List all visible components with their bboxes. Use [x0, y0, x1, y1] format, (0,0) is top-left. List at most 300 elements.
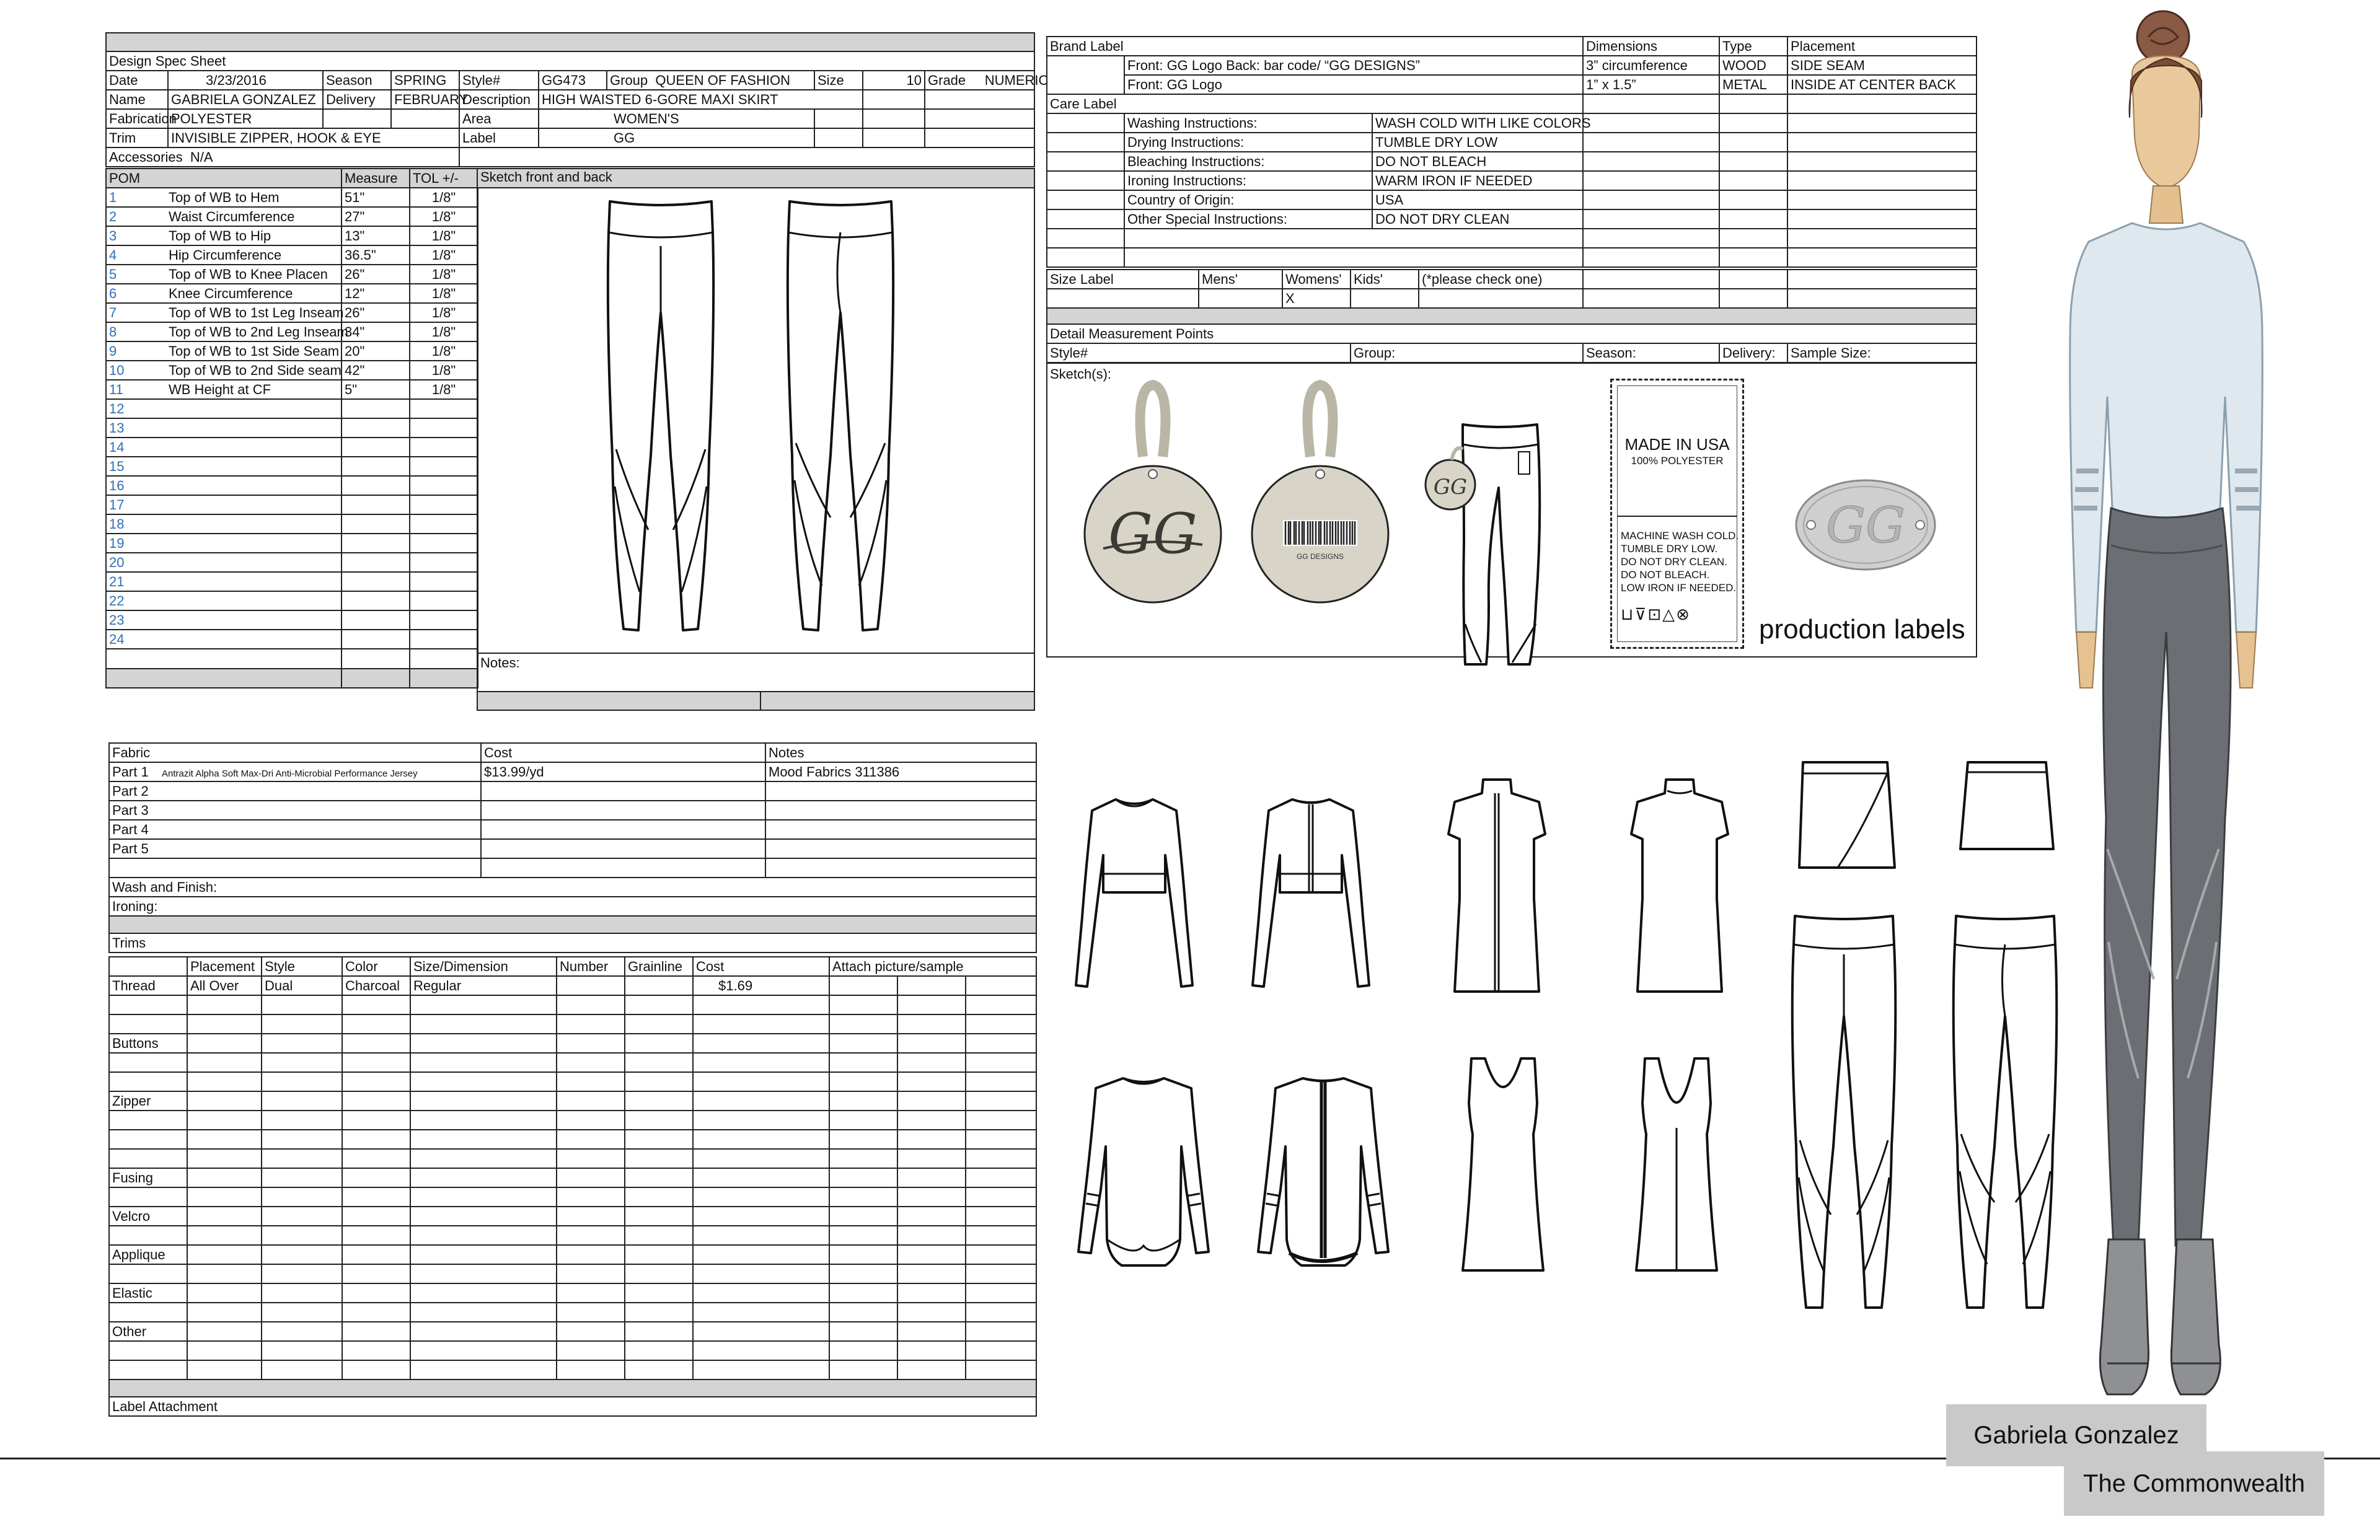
trim-col-color: Color — [342, 957, 410, 976]
pom-number: 15 — [109, 458, 125, 474]
pom-number: 22 — [109, 592, 125, 609]
pom-row — [106, 341, 478, 361]
pom-row — [106, 284, 478, 303]
care-tag-line: DO NOT DRY CLEAN. — [1621, 556, 1727, 568]
long-sleeve-top-flat-back — [1252, 1072, 1395, 1270]
fabric-part-cost — [481, 801, 765, 820]
date-value: 3/23/2016 — [168, 71, 323, 90]
pom-name: Top of WB to Hem — [169, 189, 280, 205]
pom-number: 16 — [109, 477, 125, 493]
trim-row — [109, 1360, 1036, 1379]
care-row-value: DO NOT BLEACH — [1372, 152, 1583, 171]
trim-row — [109, 1053, 1036, 1072]
crop-top-flat-front — [1072, 793, 1196, 998]
trim-row — [109, 1341, 1036, 1360]
fabric-part-cost — [481, 839, 765, 858]
fabric-part-name: Antrazit Alpha Soft Max-Dri Anti-Microbial Performance Jersey — [162, 768, 418, 779]
pom-row — [106, 188, 478, 207]
pom-number: 10 — [109, 362, 125, 378]
pom-cell — [106, 534, 342, 553]
trim-row — [109, 1034, 1036, 1053]
care-row — [1047, 152, 1977, 171]
area-label: Area — [459, 109, 539, 128]
pom-tol: 1/8" — [410, 188, 478, 207]
care-symbols-icon: ⊔⊽⊡△⊗ — [1621, 605, 1691, 623]
trim-col-size: Size/Dimension — [410, 957, 557, 976]
pom-name: Knee Circumference — [169, 285, 293, 301]
fabrication-value: POLYESTER — [168, 109, 323, 128]
trim-thread-style: Dual — [262, 976, 342, 995]
brand-row-2-dim: 1” x 1.5” — [1583, 75, 1719, 94]
pom-name: Top of WB to 1st Leg Inseam — [169, 304, 344, 320]
fabric-part-label: Part 1 — [112, 763, 149, 780]
production-labels-text: production labels — [1759, 614, 1965, 645]
accessories-label: Accessories — [109, 149, 183, 165]
trim-label: Trim — [106, 128, 168, 147]
pom-number: 4 — [109, 247, 117, 263]
detail-season-label: Season: — [1583, 343, 1719, 363]
trim-group-label: Other — [109, 1322, 187, 1341]
detail-group-label: Group: — [1351, 343, 1583, 363]
trim-row — [109, 976, 1036, 995]
pom-tol: 1/8" — [410, 303, 478, 322]
sketch-panel — [477, 168, 1035, 711]
trim-row — [109, 1245, 1036, 1264]
pom-row — [106, 438, 478, 457]
pom-row — [106, 380, 478, 399]
delivery-value: FEBRUARY — [391, 90, 459, 109]
pom-row — [106, 399, 478, 418]
delivery-label: Delivery — [323, 90, 391, 109]
flat-sketch-collection — [1054, 756, 2070, 1326]
trim-col-grainline: Grainline — [625, 957, 693, 976]
pom-cell — [106, 514, 342, 534]
illustration-leggings — [2104, 508, 2231, 1246]
trim-group-label: Elastic — [109, 1283, 187, 1303]
trim-row — [109, 1091, 1036, 1111]
pom-measure — [342, 553, 410, 572]
pom-measure — [342, 514, 410, 534]
fabric-part-notes — [765, 839, 1036, 858]
care-tag-line: TUMBLE DRY LOW. — [1621, 543, 1718, 555]
trim-row — [109, 1226, 1036, 1245]
pom-number: 12 — [109, 400, 125, 416]
spec-sheet-title: Design Spec Sheet — [106, 51, 1034, 71]
trim-row — [109, 1264, 1036, 1283]
fashion-illustration — [2039, 12, 2299, 1413]
pom-measure — [342, 399, 410, 418]
pom-measure: 36.5" — [342, 245, 410, 265]
pom-cell — [106, 361, 342, 380]
pom-measure — [342, 438, 410, 457]
school-name-card: The Commonwealth — [2064, 1451, 2324, 1516]
grade-value: NUMERIC — [984, 72, 1049, 88]
care-row-label: Bleaching Instructions: — [1124, 152, 1372, 171]
detail-style-label: Style# — [1047, 343, 1351, 363]
fabric-part-label: Part 4 — [112, 821, 149, 837]
care-row-value: TUMBLE DRY LOW — [1372, 133, 1583, 152]
trim-row — [109, 1014, 1036, 1034]
pom-number: 2 — [109, 208, 117, 224]
tank-dress-flat-front — [1450, 1054, 1556, 1277]
pom-tol: 1/8" — [410, 207, 478, 226]
pom-row — [106, 303, 478, 322]
pom-tol: 1/8" — [410, 284, 478, 303]
pom-measure — [342, 572, 410, 591]
pom-name: Top of WB to 2nd Leg Inseam — [169, 323, 348, 340]
fabric-part-notes — [765, 801, 1036, 820]
description-value: HIGH WAISTED 6-GORE MAXI SKIRT — [539, 90, 863, 109]
pom-measure: 27" — [342, 207, 410, 226]
pom-number: 11 — [109, 381, 123, 397]
pom-number: 9 — [109, 343, 117, 359]
brand-row-2-type: METAL — [1719, 75, 1787, 94]
pom-cell — [106, 322, 348, 341]
pom-measure: 26" — [342, 265, 410, 284]
pom-tol: 1/8" — [410, 322, 478, 341]
pom-tol: 1/8" — [410, 245, 478, 265]
pom-row — [106, 265, 478, 284]
care-tag-title: MADE IN USA — [1624, 435, 1730, 454]
pom-measure — [342, 495, 410, 514]
mock-neck-dress-flat-back — [1618, 775, 1742, 998]
pom-row — [106, 207, 478, 226]
pom-header: POM — [106, 169, 342, 188]
pom-number: 6 — [109, 285, 117, 301]
pom-tol — [410, 553, 478, 572]
care-row-label: Washing Instructions: — [1124, 113, 1372, 133]
pom-cell — [106, 610, 342, 630]
wrap-skirt-flat-front — [1794, 756, 1900, 880]
metal-label-logo: GG — [1826, 496, 1905, 554]
pom-tol — [410, 534, 478, 553]
pom-cell — [106, 630, 342, 649]
name-value: GABRIELA GONZALEZ — [168, 90, 323, 109]
trim-col-placement: Placement — [187, 957, 262, 976]
type-header: Type — [1719, 37, 1787, 56]
care-tag-line: MACHINE WASH COLD. — [1621, 530, 1739, 542]
fabric-part-notes — [765, 820, 1036, 839]
trim-group-label: Fusing — [109, 1168, 187, 1187]
trims-table — [108, 956, 1037, 1417]
fabric-part-row — [109, 801, 1036, 820]
fabric-part-cost — [481, 781, 765, 801]
pom-measure — [342, 476, 410, 495]
pom-number: 23 — [109, 612, 125, 628]
fabrication-label: Fabrication — [106, 109, 168, 128]
label-attachment: Label Attachment — [109, 1397, 1036, 1416]
notes-header: Notes — [765, 743, 1036, 762]
pom-cell — [106, 399, 342, 418]
pom-measure: 26" — [342, 303, 410, 322]
fabric-part-notes — [765, 781, 1036, 801]
pom-tol — [410, 399, 478, 418]
brand-row-1-placement: SIDE SEAM — [1787, 56, 1977, 75]
brand-row-1-desc: Front: GG Logo Back: bar code/ “GG DESIGNS” — [1124, 56, 1583, 75]
womens-check: X — [1282, 289, 1351, 308]
trim-thread-color: Charcoal — [342, 976, 410, 995]
area-value: WOMEN'S — [539, 109, 814, 128]
pom-measure: 13" — [342, 226, 410, 245]
detail-sample-size-label: Sample Size: — [1787, 343, 1977, 363]
designer-name-card: Gabriela Gonzalez — [1946, 1404, 2206, 1466]
trim-row — [109, 1303, 1036, 1322]
trim-group-label: Applique — [109, 1245, 187, 1264]
illustration-boots — [2100, 1239, 2148, 1394]
care-row-label: Ironing Instructions: — [1124, 171, 1372, 190]
trim-group-label: Velcro — [109, 1207, 187, 1226]
trim-col-number: Number — [557, 957, 625, 976]
trim-row — [109, 1322, 1036, 1341]
fabric-part-cell — [109, 762, 481, 781]
size-value: 10 — [863, 71, 925, 90]
fabric-part-row — [109, 781, 1036, 801]
care-row-value: DO NOT DRY CLEAN — [1372, 209, 1583, 229]
pom-tol: 1/8" — [410, 361, 478, 380]
trim-col-style: Style — [262, 957, 342, 976]
season-label: Season — [323, 71, 391, 90]
pom-tol — [410, 457, 478, 476]
pom-row — [106, 534, 478, 553]
pom-tol — [410, 476, 478, 495]
fabric-part-label: Part 2 — [112, 783, 149, 799]
pom-measure — [342, 534, 410, 553]
pom-row — [106, 245, 478, 265]
trim-row — [109, 1207, 1036, 1226]
womens-label: Womens' — [1282, 270, 1351, 289]
detail-header: Detail Measurement Points — [1047, 324, 1977, 343]
label-label: Label — [459, 128, 539, 147]
pom-measure: 42" — [342, 361, 410, 380]
fabric-table — [108, 742, 1037, 953]
pom-name: WB Height at CF — [169, 381, 271, 397]
mens-label: Mens' — [1199, 270, 1282, 289]
pom-tol — [410, 610, 478, 630]
wash-label: Wash and Finish: — [109, 878, 1036, 897]
fabric-part-notes: Mood Fabrics 311386 — [765, 762, 1036, 781]
pom-cell — [106, 591, 342, 610]
hang-tag-front — [1078, 382, 1227, 605]
pom-name: Top of WB to 1st Side Seam — [169, 343, 340, 359]
face — [2132, 56, 2200, 188]
pom-cell — [106, 226, 342, 245]
care-row — [1047, 190, 1977, 209]
design-spec-sheet — [105, 32, 1049, 167]
care-tag — [1610, 379, 1744, 649]
pom-cell — [106, 303, 342, 322]
care-row-value: WARM IRON IF NEEDED — [1372, 171, 1583, 190]
pom-row — [106, 418, 478, 438]
leggings-front-sketch — [599, 195, 723, 648]
fabric-part-cost — [481, 820, 765, 839]
long-sleeve-top-flat-front — [1072, 1072, 1215, 1270]
size-cell — [814, 71, 863, 90]
tank-dress-flat-back — [1624, 1054, 1729, 1277]
barcode-text: GG DESIGNS — [1296, 552, 1344, 561]
pom-measure — [342, 610, 410, 630]
care-row-label: Drying Instructions: — [1124, 133, 1372, 152]
trim-group-label: Zipper — [109, 1091, 187, 1111]
care-row-value: WASH COLD WITH LIKE COLORS — [1372, 113, 1583, 133]
trim-thread-cost: $1.69 — [693, 976, 829, 995]
check-note: (*please check one) — [1419, 270, 1583, 289]
pom-measure — [342, 418, 410, 438]
grade-cell — [925, 71, 1049, 90]
pom-cell — [106, 572, 342, 591]
pom-row — [106, 495, 478, 514]
pom-row — [106, 591, 478, 610]
fabric-part-label: Part 3 — [112, 802, 149, 818]
pom-cell — [106, 265, 342, 284]
pom-measure — [342, 457, 410, 476]
pom-cell — [106, 495, 342, 514]
trim-thread-label: Thread — [109, 976, 187, 995]
pom-number: 20 — [109, 554, 125, 570]
brand-row-2-desc: Front: GG Logo — [1124, 75, 1583, 94]
tol-header: TOL +/- — [410, 169, 478, 188]
fabric-header: Fabric — [109, 743, 481, 762]
barcode-icon — [1283, 520, 1357, 546]
fabric-part-cell — [109, 839, 481, 858]
pom-measure: 34" — [342, 322, 410, 341]
pom-number: 17 — [109, 496, 125, 513]
brand-row-2-placement: INSIDE AT CENTER BACK — [1787, 75, 1977, 94]
pom-number: 21 — [109, 573, 125, 589]
pom-tol — [410, 438, 478, 457]
brand-label-header: Brand Label — [1047, 37, 1583, 56]
style-value: GG473 — [539, 71, 607, 90]
ironing-label: Ironing: — [109, 897, 1036, 916]
tagged-leggings-sketch — [1419, 420, 1556, 667]
pom-measure — [342, 591, 410, 610]
season-value: SPRING — [391, 71, 459, 90]
pom-table — [105, 168, 478, 689]
pom-cell — [106, 476, 342, 495]
pom-cell — [106, 207, 342, 226]
label-value: GG — [539, 128, 814, 147]
size-label-header: Size Label — [1047, 270, 1199, 289]
fabric-part-cell — [109, 820, 481, 839]
pom-number: 1 — [109, 189, 117, 205]
pom-row — [106, 361, 478, 380]
pom-tol: 1/8" — [410, 265, 478, 284]
trim-row — [109, 1149, 1036, 1168]
care-row — [1047, 133, 1977, 152]
care-label-header: Care Label — [1047, 94, 1583, 113]
sketch-header: Sketch front and back — [480, 169, 612, 185]
hang-tag-logo-text: GG — [1108, 501, 1197, 566]
care-row-label: Other Special Instructions: — [1124, 209, 1372, 229]
pom-name: Top of WB to 2nd Side seam — [169, 362, 342, 378]
pom-number: 5 — [109, 266, 117, 282]
pom-number: 18 — [109, 516, 125, 532]
group-cell — [607, 71, 814, 90]
metal-label — [1791, 475, 1940, 574]
pom-tol — [410, 495, 478, 514]
trim-group-label: Buttons — [109, 1034, 187, 1053]
pom-row — [106, 572, 478, 591]
kids-label: Kids' — [1351, 270, 1419, 289]
pom-cell — [106, 188, 342, 207]
pom-tol: 1/8" — [410, 380, 478, 399]
description-label: Description — [459, 90, 539, 109]
pom-number: 3 — [109, 227, 117, 244]
pom-number: 24 — [109, 631, 125, 647]
pom-cell — [106, 438, 342, 457]
pom-tol — [410, 514, 478, 534]
pom-number: 7 — [109, 304, 117, 320]
fabric-part-cell — [109, 781, 481, 801]
pom-tol: 1/8" — [410, 226, 478, 245]
pom-row — [106, 226, 478, 245]
fabric-part-row — [109, 762, 1036, 781]
trim-row — [109, 1283, 1036, 1303]
accessories-cell — [106, 147, 459, 167]
pom-measure: 51" — [342, 188, 410, 207]
pom-tol — [410, 418, 478, 438]
pom-row — [106, 553, 478, 572]
pom-cell — [106, 418, 342, 438]
trim-value: INVISIBLE ZIPPER, HOOK & EYE — [168, 128, 459, 147]
pom-tol — [410, 572, 478, 591]
pom-row — [106, 630, 478, 649]
leggings-back-sketch — [778, 195, 902, 648]
care-row-label: Country of Origin: — [1124, 190, 1372, 209]
pom-cell — [106, 380, 342, 399]
size-label-table — [1046, 269, 1977, 363]
group-label: Group — [610, 72, 648, 88]
trim-thread-size: Regular — [410, 976, 557, 995]
care-tag-line: LOW IRON IF NEEDED. — [1621, 582, 1737, 594]
trim-row — [109, 995, 1036, 1014]
trims-header: Trims — [109, 933, 1036, 953]
pom-row — [106, 457, 478, 476]
mock-neck-dress-flat-front — [1435, 775, 1559, 998]
trim-thread-placement: All Over — [187, 976, 262, 995]
pom-cell — [106, 284, 342, 303]
fabric-part-label: Part 5 — [112, 840, 149, 856]
trim-col-attach: Attach picture/sample — [829, 957, 1036, 976]
label-sketch-panel — [1046, 363, 1977, 658]
care-row — [1047, 113, 1977, 133]
date-label: Date — [106, 71, 168, 90]
crop-top-flat-back — [1249, 793, 1373, 998]
cost-header: Cost — [481, 743, 765, 762]
pom-row — [106, 476, 478, 495]
pom-name: Top of WB to Knee Placen — [169, 266, 328, 282]
name-label: Name — [106, 90, 168, 109]
grade-label: Grade — [928, 72, 966, 88]
fabric-part-cell — [109, 801, 481, 820]
accessories-value: N/A — [190, 149, 213, 165]
pom-measure: 5" — [342, 380, 410, 399]
brand-row-1-type: WOOD — [1719, 56, 1787, 75]
pom-number: 13 — [109, 420, 125, 436]
fabric-part-row — [109, 839, 1036, 858]
pom-row — [106, 514, 478, 534]
pom-number: 14 — [109, 439, 125, 455]
pom-row — [106, 322, 478, 341]
pom-cell — [106, 553, 342, 572]
brand-label-table — [1046, 36, 1977, 268]
leggings-flat-front — [1785, 911, 1903, 1314]
pom-measure — [342, 630, 410, 649]
fabric-part-cost: $13.99/yd — [481, 762, 765, 781]
pom-tol — [410, 591, 478, 610]
size-label: Size — [818, 72, 844, 88]
notes-label: Notes: — [480, 655, 520, 671]
style-label: Style# — [459, 71, 539, 90]
